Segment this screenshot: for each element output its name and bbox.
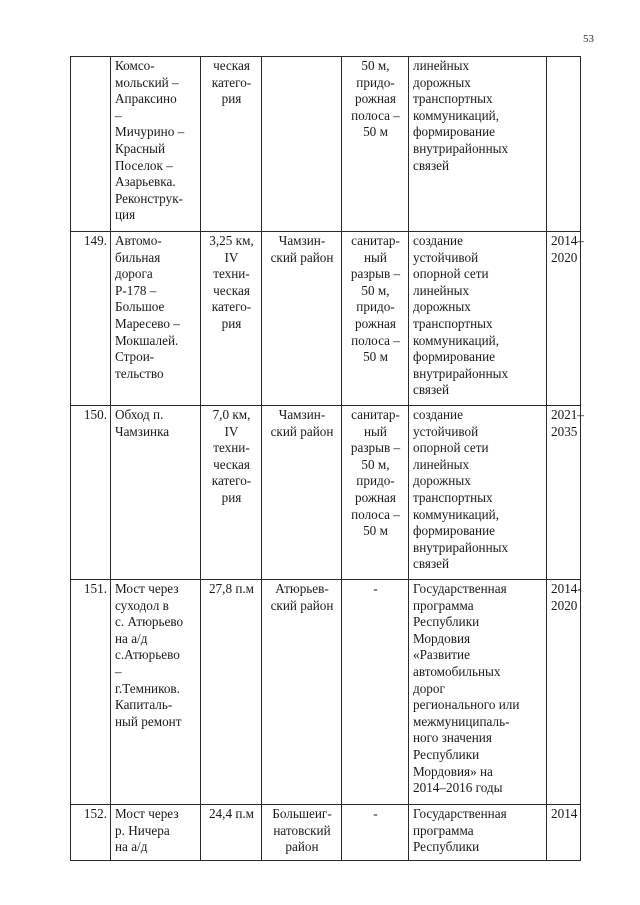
protection-zone: 50 м, придо- рожная полоса – 50 м xyxy=(342,57,409,232)
protection-zone: санитар- ный разрыв – 50 м, придо- рожная полоса – 50 м xyxy=(342,232,409,406)
object-parameters: ческая катего- рия xyxy=(201,57,262,232)
object-name: Комсо- мольский – Апраксино – Мичурино – Красный Поселок – Азарьевка. Реконструк- ция xyxy=(111,57,201,232)
protection-zone: - xyxy=(342,805,409,861)
object-location: Атюрьев- ский район xyxy=(262,580,342,805)
protection-zone: - xyxy=(342,580,409,805)
row-number: 152. xyxy=(71,805,111,861)
table-row xyxy=(71,580,581,805)
implementation-period: 2014 xyxy=(547,805,581,861)
object-location: Чамзин- ский район xyxy=(262,232,342,406)
table-row xyxy=(71,232,581,406)
object-purpose: Государственная программа Республики Мордовия «Развитие автомобильных дорог регионального или межмуниципаль- ного значения Республики Мордовия» на 2014–2016 годы xyxy=(409,580,547,805)
table-row xyxy=(71,406,581,580)
protection-zone: санитар- ный разрыв – 50 м, придо- рожная полоса – 50 м xyxy=(342,406,409,580)
object-purpose: создание устойчивой опорной сети линейных дорожных транспортных коммуникаций, формирование внутрирайонных связей xyxy=(409,232,547,406)
object-parameters: 7,0 км, IV техни- ческая катего- рия xyxy=(201,406,262,580)
object-purpose: создание устойчивой опорной сети линейных дорожных транспортных коммуникаций, формирование внутрирайонных связей xyxy=(409,406,547,580)
infrastructure-table xyxy=(70,56,584,861)
object-purpose: Государственная программа Республики xyxy=(409,805,547,861)
object-parameters: 3,25 км, IV техни- ческая катего- рия xyxy=(201,232,262,406)
object-location xyxy=(262,57,342,232)
object-name: Обход п. Чамзинка xyxy=(111,406,201,580)
object-location: Чамзин- ский район xyxy=(262,406,342,580)
object-location: Большеиг- натовский район xyxy=(262,805,342,861)
implementation-period xyxy=(547,57,581,232)
row-number: 149. xyxy=(71,232,111,406)
object-name: Автомо- бильная дорога Р-178 – Большое Маресево – Мокшалей. Строи- тельство xyxy=(111,232,201,406)
object-parameters: 27,8 п.м xyxy=(201,580,262,805)
row-number: 151. xyxy=(71,580,111,805)
object-purpose: линейных дорожных транспортных коммуникаций, формирование внутрирайонных связей xyxy=(409,57,547,232)
implementation-period: 2021– 2035 xyxy=(547,406,581,580)
table-row xyxy=(71,805,581,861)
implementation-period: 2014– 2020 xyxy=(547,232,581,406)
page-number: 53 xyxy=(583,33,594,45)
object-parameters: 24,4 п.м xyxy=(201,805,262,861)
object-name: Мост через суходол в с. Атюрьево на а/д с.Атюрьево – г.Темников. Капиталь- ный ремонт xyxy=(111,580,201,805)
implementation-period: 2014- 2020 xyxy=(547,580,581,805)
row-number: 150. xyxy=(71,406,111,580)
table-row xyxy=(71,57,581,232)
object-name: Мост через р. Ничера на а/д xyxy=(111,805,201,861)
row-number xyxy=(71,57,111,232)
